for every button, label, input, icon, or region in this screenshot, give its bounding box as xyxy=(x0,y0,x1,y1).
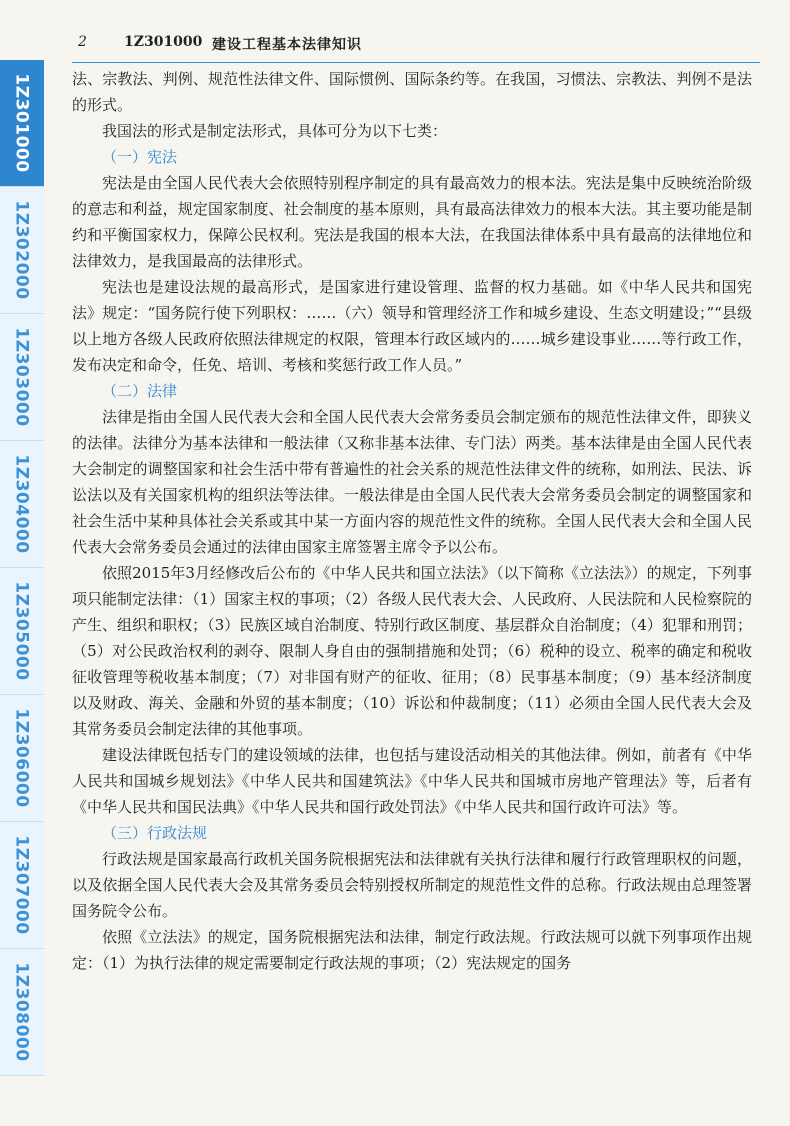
tab-1z302000[interactable] xyxy=(0,187,44,314)
tab-label: 1Z302000 xyxy=(12,200,33,300)
tab-label: 1Z307000 xyxy=(12,835,33,935)
tab-label: 1Z305000 xyxy=(12,581,33,681)
tab-1z305000[interactable] xyxy=(0,568,44,695)
paragraph: 宪法也是建设法规的最高形式，是国家进行建设管理、监督的权力基础。如《中华人民共和国宪法》规定：“国务院行使下列职权：……（六）领导和管理经济工作和城乡建设、生态文明建设；”“县级以上地方各级人民政府依照法律规定的权限，管理本行政区域内的……城乡建设事业……等行政工作，发布决定和命令，任免、培训、考核和奖惩行政工作人员。” xyxy=(72,278,752,374)
paragraph: 宪法是由全国人民代表大会依照特别程序制定的具有最高效力的根本法。宪法是集中反映统治阶级的意志和利益，规定国家制度、社会制度的基本原则，具有最高法律效力的根本大法。其主要功能是制约和平衡国家权力，保障公民权利。宪法是我国的根本大法，在我国法律体系中具有最高的法律地位和法律效力，是我国最高的法律形式。 xyxy=(72,174,752,270)
paragraph: 法律是指由全国人民代表大会和全国人民代表大会常务委员会制定颁布的规范性法律文件，即狭义的法律。法律分为基本法律和一般法律（又称非基本法律、专门法）两类。基本法律是由全国人民代表大会制定的调整国家和社会生活中带有普遍性的社会关系的规范性法律文件的统称，如刑法、民法、诉讼法以及有关国家机构的组织法等法律。一般法律是由全国人民代表大会常务委员会制定的调整国家和社会生活中某种具体社会关系或其中某一方面内容的规范性文件的统称。全国人民代表大会和全国人民代表大会常务委员会通过的法律由国家主席签署主席令予以公布。 xyxy=(72,408,752,556)
tab-1z306000[interactable] xyxy=(0,695,44,822)
tab-1z308000[interactable] xyxy=(0,949,44,1076)
tab-1z304000[interactable] xyxy=(0,441,44,568)
chapter-tabs xyxy=(0,60,46,1080)
tab-1z301000[interactable] xyxy=(0,60,44,187)
paragraph: 我国法的形式是制定法形式，具体可分为以下七类： xyxy=(102,122,448,140)
tab-1z307000[interactable] xyxy=(0,822,44,949)
tab-label: 1Z306000 xyxy=(12,708,33,808)
section-heading-law: （二）法律 xyxy=(102,382,178,400)
section-code: 1Z301000 xyxy=(124,34,203,50)
paragraph: 依照《立法法》的规定，国务院根据宪法和法律，制定行政法规。行政法规可以就下列事项作出规定：（1）为执行法律的规定需要制定行政法规的事项；（2）宪法规定的国务 xyxy=(72,928,752,972)
tab-1z303000[interactable] xyxy=(0,314,44,441)
paragraph: 建设法律既包括专门的建设领域的法律，也包括与建设活动相关的其他法律。例如，前者有《中华人民共和国城乡规划法》《中华人民共和国建筑法》《中华人民共和国城市房地产管理法》等，后者有《中华人民共和国民法典》《中华人民共和国行政处罚法》《中华人民共和国行政许可法》等。 xyxy=(72,746,752,816)
tab-label: 1Z303000 xyxy=(12,327,33,427)
book-title: 建设工程基本法律知识 xyxy=(212,37,362,53)
paragraph: 行政法规是国家最高行政机关国务院根据宪法和法律就有关执行法律和履行行政管理职权的问题，以及依据全国人民代表大会及其常务委员会特别授权所制定的规范性文件的总称。行政法规由总理签署国务院令公布。 xyxy=(72,850,752,920)
section-heading-constitution: （一）宪法 xyxy=(102,148,178,166)
page-header xyxy=(72,28,760,63)
tab-label: 1Z304000 xyxy=(12,454,33,554)
page-number: 2 xyxy=(78,34,87,50)
tab-label: 1Z308000 xyxy=(12,962,33,1062)
paragraph: 法、宗教法、判例、规范性法律文件、国际惯例、国际条约等。在我国，习惯法、宗教法、判例不是法的形式。 xyxy=(72,70,752,114)
page-body xyxy=(72,66,752,976)
paragraph: 依照2015年3月经修改后公布的《中华人民共和国立法法》（以下简称《立法法》）的规定，下列事项只能制定法律：（1）国家主权的事项；（2）各级人民代表大会、人民政府、人民法院和人民检察院的产生、组织和职权；（3）民族区域自治制度、特别行政区制度、基层群众自治制度；（4）犯罪和刑罚；（5）对公民政治权利的剥夺、限制人身自由的强制措施和处罚；（6）税种的设立、税率的确定和税收征收管理等税收基本制度；（7）对非国有财产的征收、征用；（8）民事基本制度；（9）基本经济制度以及财政、海关、金融和外贸的基本制度；（10）诉讼和仲裁制度；（11）必须由全国人民代表大会及其常务委员会制定法律的其他事项。 xyxy=(72,564,752,738)
tab-label: 1Z301000 xyxy=(12,73,33,173)
section-heading-admin-regulations: （三）行政法规 xyxy=(102,824,208,842)
